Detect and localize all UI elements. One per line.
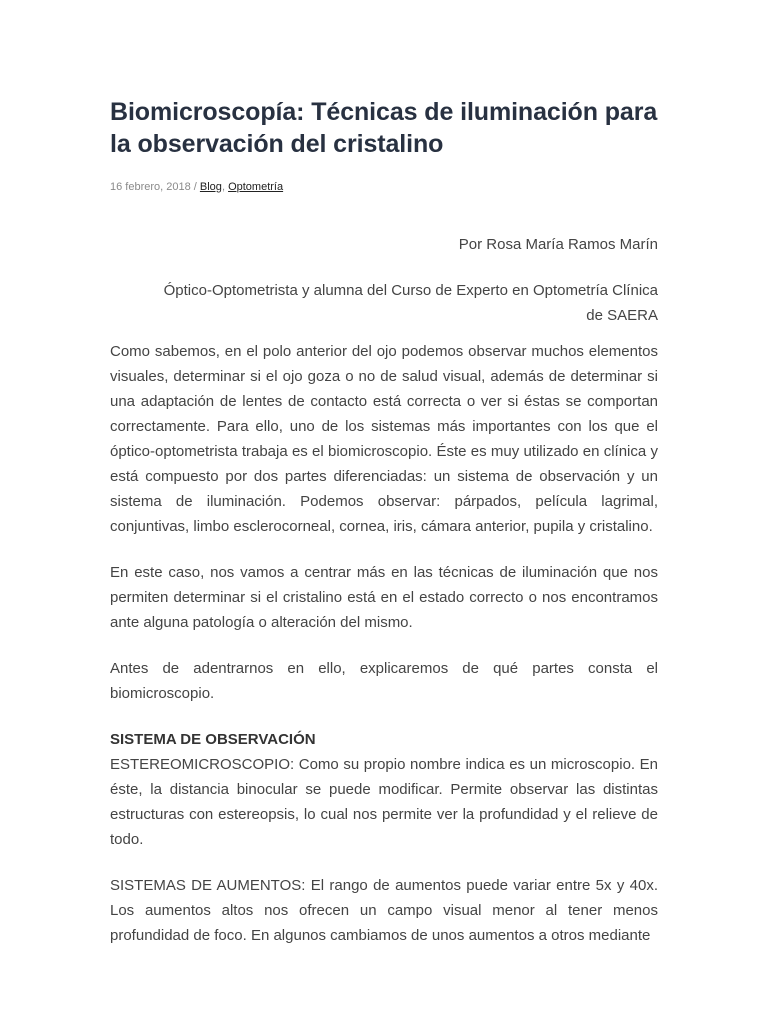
article: [110, 96, 658, 948]
category-separator: ,: [221, 181, 229, 193]
post-date: 16 febrero, 2018: [110, 181, 191, 193]
author-byline: Por Rosa María Ramos Marín: [458, 236, 658, 253]
body-paragraph: En este caso, nos vamos a centrar más en las técnicas de iluminación que nos permiten determinar si el cristalino está en el estado correcto o nos encontramos ante alguna patología o alteración del mismo.: [110, 564, 658, 631]
body-paragraph: Como sabemos, en el polo anterior del ojo podemos observar muchos elementos visuales, determinar si el ojo goza o no de salud visual, además de determinar si una adaptación de lentes de contacto está correcta o ver si éstas se comportan correctamente. Para ello, uno de los sistemas más importantes con los que el óptico-optometrista trabaja es el biomicroscopio. Éste es muy utilizado en clínica y está compuesto por dos partes diferenciadas: un sistema de observación y un sistema de iluminación. Podemos observar: párpados, película lagrimal, conjuntivas, limbo esclerocorneal, cornea, iris, cámara anterior, pupila y cristalino.: [110, 343, 658, 535]
post-meta: [110, 180, 658, 194]
article-title: Biomicroscopía: Técnicas de iluminación para la observación del cristalino: [110, 98, 658, 158]
section-heading: SISTEMA DE OBSERVACIÓN: [110, 731, 316, 748]
body-paragraph: Antes de adentrarnos en ello, explicaremos de qué partes consta el biomicroscopio.: [110, 660, 658, 702]
body-paragraph: ESTEREOMICROSCOPIO: Como su propio nombre indica es un microscopio. En éste, la distancia binocular se puede modificar. Permite observar las distintas estructuras con estereopsis, lo cual nos permite ver la profundidad y el relieve de todo.: [110, 756, 658, 848]
author-affiliation: Óptico-Optometrista y alumna del Curso de Experto en Optometría Clínica de SAERA: [163, 282, 658, 324]
body-paragraph: SISTEMAS DE AUMENTOS: El rango de aumentos puede variar entre 5x y 40x. Los aumentos altos nos ofrecen un campo visual menor al tener menos profundidad de foco. En algunos cambiamos de unos aumentos a otros mediante: [110, 877, 658, 944]
category-link-blog[interactable]: Blog: [199, 181, 222, 193]
meta-separator: /: [190, 181, 200, 193]
category-link-optometria[interactable]: Optometría: [228, 181, 284, 193]
